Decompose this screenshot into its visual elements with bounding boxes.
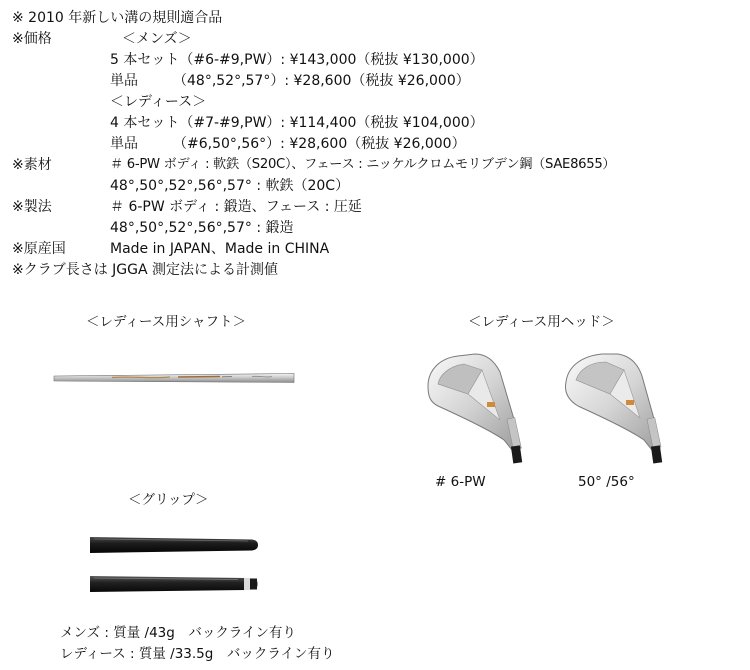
- material-label: ※素材: [12, 157, 52, 173]
- grip-mens-image: [88, 535, 260, 555]
- method-line2: 48°,50°,52°,56°,57° : 鍛造: [110, 220, 294, 236]
- price-ladies-single: 単品 （#6,50°,56°）: ¥28,600（税抜 ¥26,000）: [110, 136, 466, 152]
- material-line2: 48°,50°,52°,56°,57° : 軟鉄（20C）: [110, 178, 350, 194]
- shaft-image: [52, 368, 296, 390]
- head-label-6-pw: # 6-PW: [435, 474, 486, 490]
- price-mens-single: 単品 （48°,52°,57°）: ¥28,600（税抜 ¥26,000）: [110, 73, 470, 89]
- price-ladies-set: 4 本セット（#7-#9,PW）: ¥114,400（税抜 ¥104,000）: [110, 115, 484, 131]
- iron-head-6-pw: [420, 350, 530, 465]
- method-label: ※製法: [12, 199, 52, 215]
- price-label: ※価格: [12, 31, 52, 47]
- grip-caption: ＜グリップ＞: [128, 492, 209, 508]
- grip-ladies-image: [88, 573, 260, 595]
- price-mens-set: 5 本セット（#6-#9,PW）: ¥143,000（税抜 ¥130,000）: [110, 52, 484, 68]
- note-groove-rule: ※ 2010 年新しい溝の規則適合品: [12, 10, 223, 26]
- origin-value: Made in JAPAN、Made in CHINA: [110, 241, 330, 257]
- head-label-50-56: 50° /56°: [578, 474, 635, 490]
- material-line1: ＃ 6-PW ボディ : 軟鉄（S20C）、フェース : ニッケルクロムモリブデン鋼（SAE8655）: [110, 157, 616, 172]
- iron-head-50-56: [560, 350, 670, 465]
- method-line1: ＃ 6-PW ボディ : 鍛造、フェース : 圧延: [110, 199, 362, 215]
- price-ladies-header: ＜レディース＞: [110, 94, 207, 110]
- note-club-length: ※クラブ長さは JGGA 測定法による計測値: [12, 262, 279, 278]
- shaft-caption: ＜レディース用シャフト＞: [86, 314, 246, 330]
- grip-ladies-spec: レディース : 質量 /33.5g バックライン有り: [60, 646, 335, 662]
- head-caption: ＜レディース用ヘッド＞: [468, 314, 615, 330]
- grip-mens-spec: メンズ : 質量 /43g バックライン有り: [60, 625, 296, 641]
- price-mens-header: ＜メンズ＞: [122, 31, 192, 47]
- origin-label: ※原産国: [12, 241, 66, 257]
